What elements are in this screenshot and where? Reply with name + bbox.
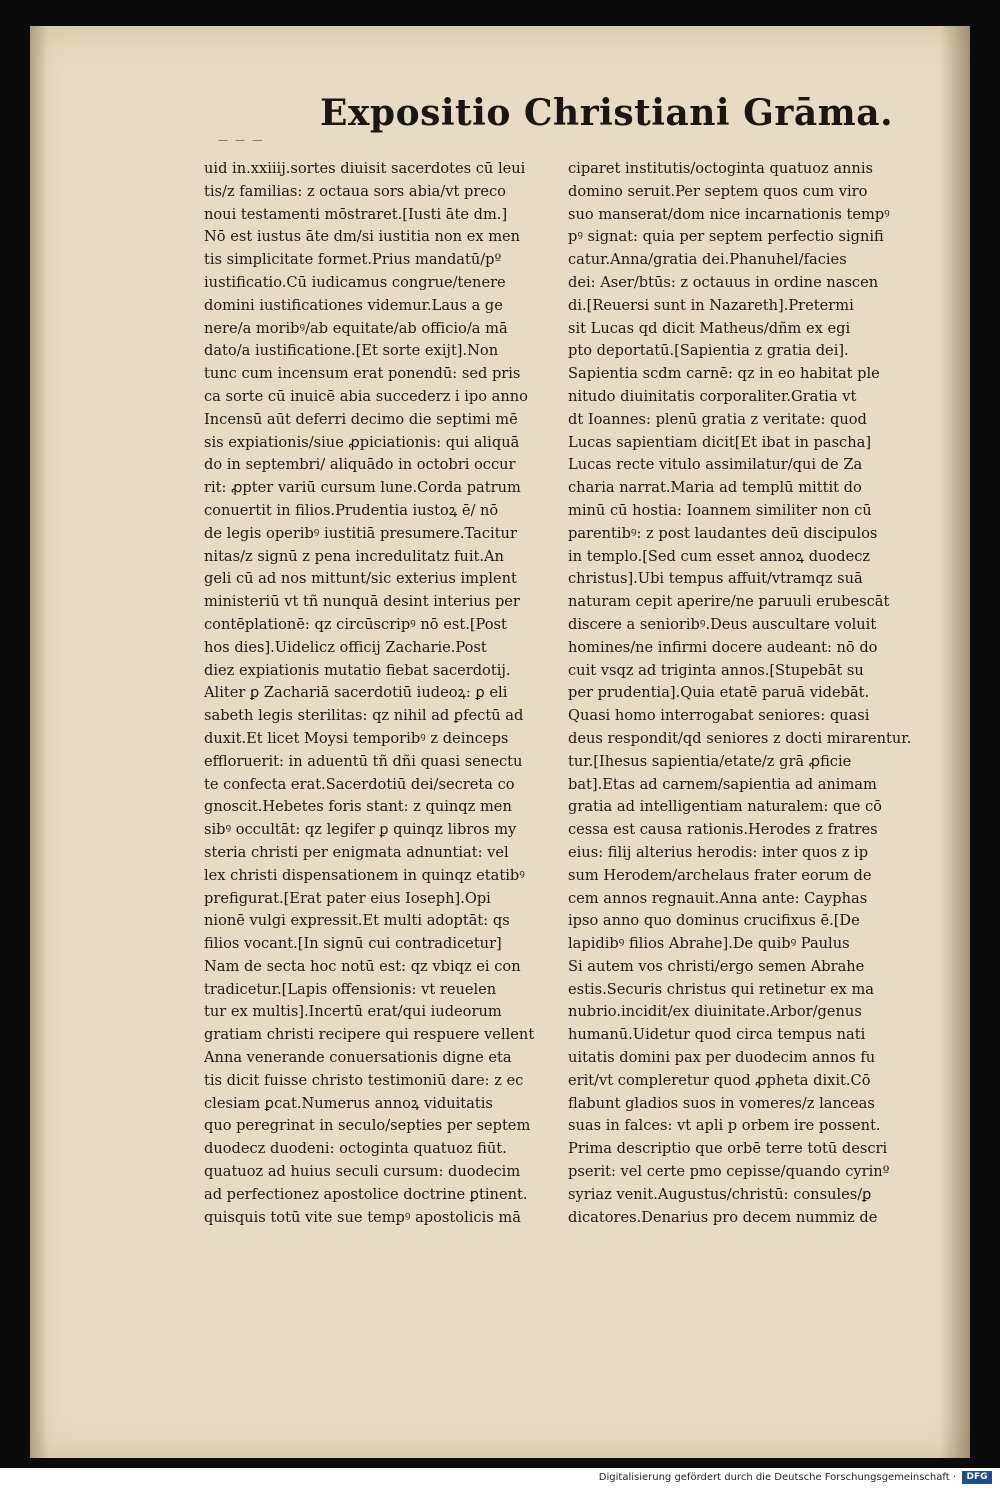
text-line: minū cū hostia: Ioannem similiter non cū: [568, 501, 872, 519]
text-column-left: [204, 158, 549, 1229]
gutter-shadow: [940, 26, 970, 1458]
text-line: Nō est iustus āte dm/si iustitia non ex men: [204, 228, 521, 246]
text-line: Si autem vos christi/ergo semen Abrahe: [568, 957, 865, 975]
text-line: Prima descriptio que orbē terre totū descri: [568, 1140, 888, 1158]
text-line: ad perfectionez apostolice doctrine ꝑtinent.: [204, 1185, 528, 1203]
text-line: di.[Reuersi sunt in Nazareth].Pretermi: [568, 296, 854, 314]
page-mark: — — —: [218, 135, 265, 146]
text-line: ciparet institutis/octoginta quatuoz annis: [568, 160, 873, 177]
text-line: estis.Securis christus qui retinetur ex ma: [568, 980, 875, 998]
text-line: bat].Etas ad carnem/sapientia ad animam: [568, 775, 877, 793]
text-line: dato/a iustificatione.[Et sorte exijt].Non: [204, 342, 499, 360]
text-line: tur.[Ihesus sapientia/etate/z grā ꝓficie: [568, 752, 852, 770]
text-line: nitudo diuinitatis corporaliter.Gratia vt: [568, 387, 857, 405]
text-line: quatuoz ad huius seculi cursum: duodecim: [204, 1163, 521, 1181]
text-line: eius: filij alterius herodis: inter quos z ip: [568, 843, 869, 861]
text-line: uitatis domini pax per duodecim annos fu: [568, 1049, 876, 1067]
text-line: cem annos regnauit.Anna ante: Cayphas: [568, 889, 868, 907]
text-line: suo manserat/dom nice incarnationis tempꝰ: [568, 205, 890, 223]
text-line: homines/ne infirmi docere audeant: nō do: [568, 638, 878, 656]
text-line: dei: Aser/btūs: z octauus in ordine nascen: [568, 273, 879, 291]
text-line: rit: ꝓpter variū cursum lune.Corda patrum: [204, 479, 521, 497]
text-line: dicatores.Denarius pro decem nummiz de: [568, 1208, 878, 1226]
text-line: gratia ad intelligentiam naturalem: que cō: [568, 798, 882, 816]
text-line: noui testamenti mōstraret.[Iusti āte dm.]: [204, 205, 508, 223]
text-line: Anna venerande conuersationis digne eta: [204, 1049, 512, 1067]
text-line: christus].Ubi tempus affuit/vtramqz suā: [568, 570, 863, 588]
text-line: clesiam ꝑcat.Numerus annoꝝ viduitatis: [204, 1094, 493, 1112]
text-line: nere/a moribꝰ/ab equitate/ab officio/a mā: [204, 319, 508, 337]
text-line: pserit: vel certe pmo cepisse/quando cyrinº: [568, 1163, 890, 1181]
text-line: Lucas recte vitulo assimilatur/qui de Za: [568, 456, 863, 474]
text-line: charia narrat.Maria ad templū mittit do: [568, 479, 862, 497]
text-line: nubrio.incidit/ex diuinitate.Arbor/genus: [568, 1003, 862, 1021]
text-line: tis/z familias: z octaua sors abia/vt preco: [204, 182, 506, 200]
funding-credit: Digitalisierung gefördert durch die Deutsche Forschungsgemeinschaft ·: [598, 1472, 956, 1483]
text-line: hos dies].Uidelicz officij Zacharie.Post: [204, 638, 487, 656]
text-line: lapidibꝰ filios Abrahe].De quibꝰ Paulus: [568, 935, 850, 953]
text-line: te confecta erat.Sacerdotiū dei/secreta co: [204, 775, 515, 793]
text-line: tur ex multis].Incertū erat/qui iudeorum: [204, 1003, 502, 1021]
text-line: sum Herodem/archelaus frater eorum de: [568, 866, 872, 884]
text-line: do in septembri/ aliquādo in octobri occur: [204, 456, 516, 474]
text-line: prefigurat.[Erat pater eius Ioseph].Opi: [204, 889, 491, 907]
text-line: cuit vsqz ad triginta annos.[Stupebāt su: [568, 661, 864, 679]
text-line: geli cū ad nos mittunt/sic exterius implent: [204, 570, 517, 588]
text-line: quo peregrinat in seculo/septies per septem: [204, 1117, 531, 1135]
text-line: domino seruit.Per septem quos cum viro: [568, 182, 868, 200]
text-line: cessa est causa rationis.Herodes z fratres: [568, 821, 878, 839]
text-line: gratiam christi recipere qui respuere vellent: [204, 1026, 535, 1044]
text-line: flabunt gladios suos in vomeres/z lanceas: [568, 1094, 875, 1112]
text-line: filios vocant.[In signū cui contradicetur]: [204, 935, 502, 953]
text-line: in templo.[Sed cum esset annoꝝ duodecz: [568, 547, 871, 565]
page-edge-shadow: [30, 26, 48, 1458]
text-line: tis simplicitate formet.Prius mandatū/pº: [204, 251, 502, 269]
text-line: Sapientia scdm carnē: qz in eo habitat ple: [568, 365, 880, 383]
text-line: ipso anno quo dominus crucifixus ē.[De: [568, 912, 860, 930]
text-line: sibꝰ occultāt: qz legifer ꝑ quinqz libros my: [204, 821, 517, 839]
text-line: syriaz venit.Augustus/christū: consules/ꝑ: [568, 1185, 872, 1203]
text-line: Quasi homo interrogabat seniores: quasi: [568, 707, 870, 725]
text-line: contēplationē: qz circūscripꝰ nō est.[Post: [204, 615, 507, 633]
text-line: tunc cum incensum erat ponendū: sed pris: [204, 365, 521, 383]
text-line: sis expiationis/siue ꝓpiciationis: qui aliquā: [204, 433, 520, 451]
text-line: conuertit in filios.Prudentia iustoꝝ ē/ nō: [204, 501, 499, 519]
text-line: de legis operibꝰ iustitiā presumere.Tacitur: [204, 524, 517, 542]
text-line: uid in.xxiiij.sortes diuisit sacerdotes cū leui: [204, 160, 526, 177]
text-line: discere a senioribꝰ.Deus auscultare voluit: [568, 615, 877, 633]
text-line: lex christi dispensationem in quinqz etatibꝰ: [204, 866, 525, 884]
text-line: ca sorte cū inuicē abia succederz i ipo anno: [204, 387, 528, 405]
text-line: dt Ioannes: plenū gratia z veritate: quod: [568, 410, 867, 428]
text-line: iustificatio.Cū iudicamus congrue/tenere: [204, 273, 506, 291]
text-line: duxit.Et licet Moysi temporibꝰ z deinceps: [204, 729, 509, 747]
running-head: Expositio Christiani Grāma.: [320, 92, 894, 134]
text-line: nionē vulgi expressit.Et multi adoptāt: qs: [204, 912, 510, 930]
text-line: nitas/z signū z pena incredulitatz fuit.An: [204, 547, 504, 565]
text-line: Nam de secta hoc notū est: qz vbiqz ei con: [204, 957, 521, 975]
text-line: pto deportatū.[Sapientia z gratia dei].: [568, 342, 849, 360]
text-column-right: [568, 158, 913, 1229]
text-line: erit/vt compleretur quod ꝓpheta dixit.Cō: [568, 1071, 871, 1089]
text-line: humanū.Uidetur quod circa tempus nati: [568, 1026, 866, 1044]
text-line: Aliter ꝑ Zachariā sacerdotiū iudeoꝝ: ꝑ eli: [204, 684, 508, 702]
dfg-logo: DFG: [962, 1471, 992, 1484]
text-line: diez expiationis mutatio fiebat sacerdotij.: [204, 661, 511, 679]
text-line: deus respondit/qd seniores z docti mirarentur.: [568, 729, 912, 747]
text-line: ministeriū vt tñ nunquā desint interius per: [204, 593, 520, 611]
text-line: tis dicit fuisse christo testimoniū dare: z ec: [204, 1071, 524, 1089]
text-line: pꝰ signat: quia per septem perfectio signifi: [568, 228, 884, 246]
text-line: Lucas sapientiam dicit[Et ibat in pascha]: [568, 433, 872, 451]
text-line: steria christi per enigmata adnuntiat: vel: [204, 843, 509, 861]
text-line: gnoscit.Hebetes foris stant: z quinqz men: [204, 798, 512, 816]
text-line: tradicetur.[Lapis offensionis: vt reuelen: [204, 980, 497, 998]
text-line: domini iustificationes videmur.Laus a ge: [204, 296, 503, 314]
text-line: effloruerit: in aduentū tñ dñi quasi senectu: [204, 752, 523, 770]
text-line: Incensū aūt deferri decimo die septimi mē: [204, 410, 518, 428]
text-line: per prudentia].Quia etatē paruā videbāt.: [568, 684, 870, 702]
text-line: catur.Anna/gratia dei.Phanuhel/facies: [568, 251, 847, 269]
text-line: quisquis totū vite sue tempꝰ apostolicis mā: [204, 1208, 521, 1226]
text-line: parentibꝰ: z post laudantes deū discipulos: [568, 524, 878, 542]
text-line: suas in falces: vt apli p orbem ire possent.: [568, 1117, 881, 1135]
text-line: duodecz duodeni: octoginta quatuoz fiūt.: [204, 1140, 507, 1158]
text-line: sabeth legis sterilitas: qz nihil ad ꝑfectū ad: [204, 707, 524, 725]
text-line: sit Lucas qd dicit Matheus/dñm ex egi: [568, 319, 851, 337]
text-line: naturam cepit aperire/ne paruuli erubescāt: [568, 593, 890, 611]
